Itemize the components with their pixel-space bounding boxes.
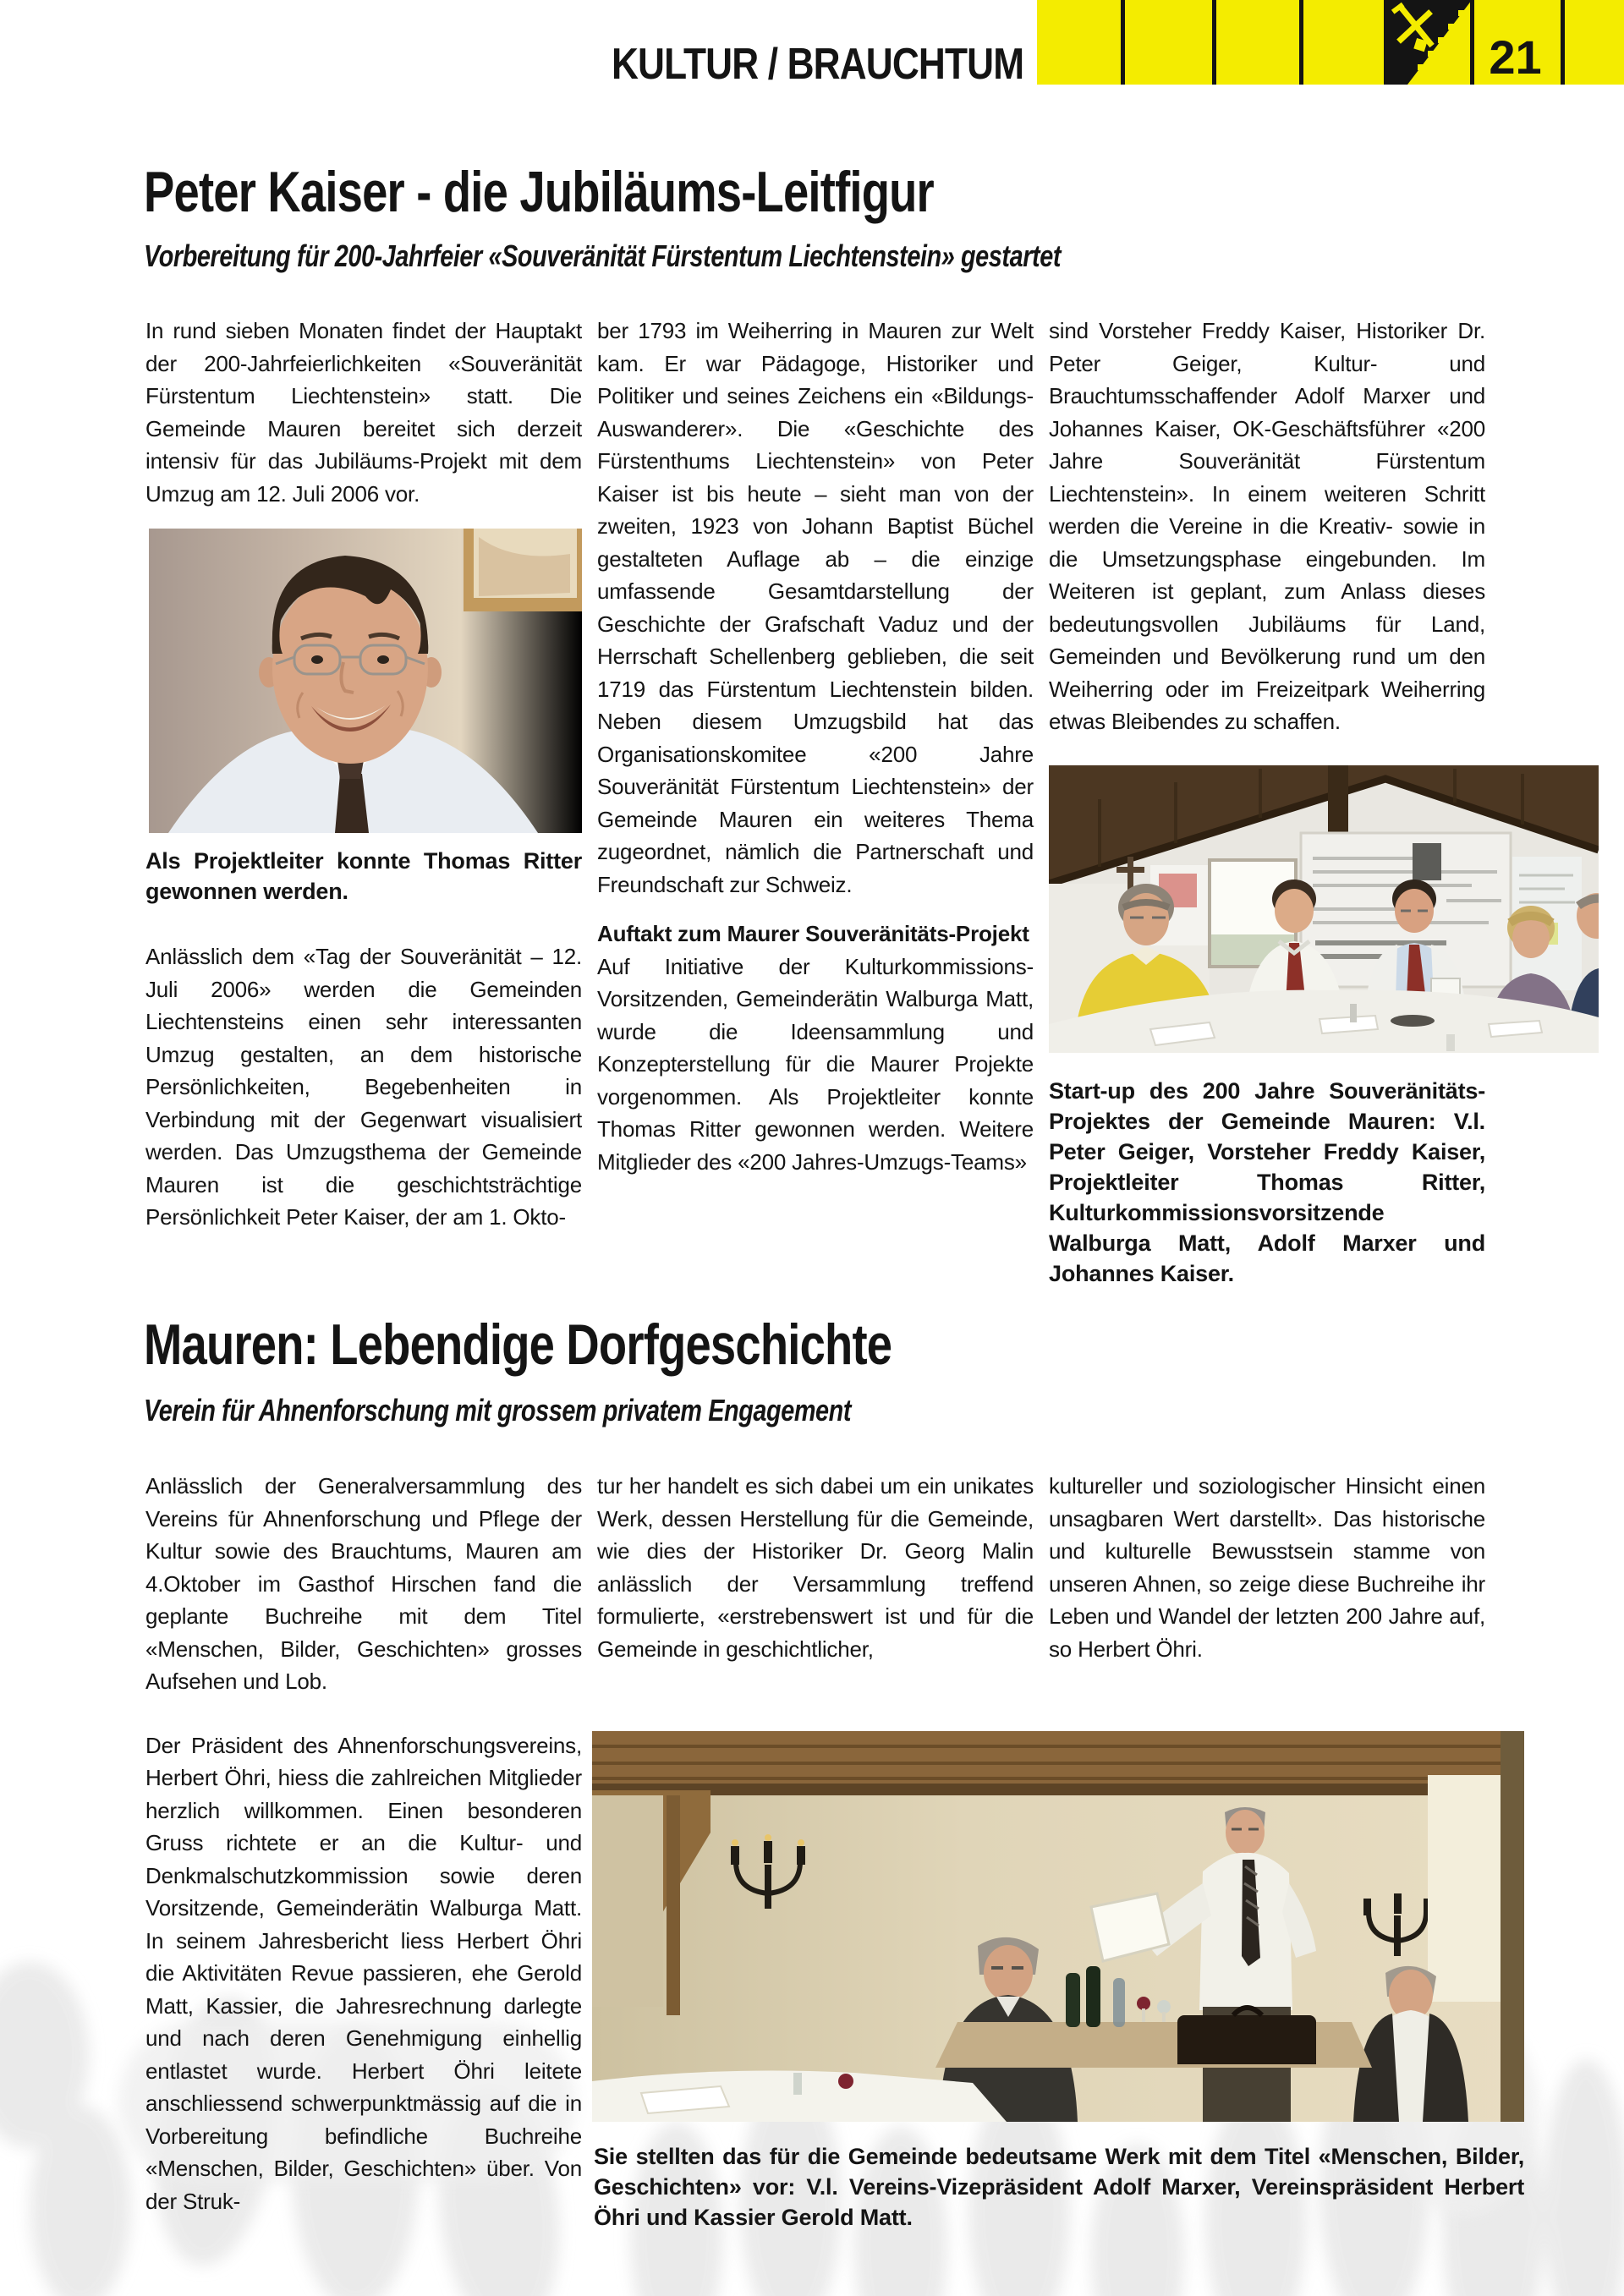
article1-col3-p1: sind Vorsteher Freddy Kaiser, Historiker Dr. Peter Geiger, Kultur- und Brauchtumsschaffender Adolf Marxer und Johannes Kaiser, OK-Geschäftsführer «200 Jahre Souveränität Fürstentum Liechtenstein». In einem weiteren Schritt werden die Vereine in die Kreativ- sowie in die Umsetzungsphase eingebunden. Im Weiteren ist geplant, zum Anlass dieses bedeutungsvollen Jubiläums für Land, Gemeinden und Bevölkerung rund um den Weiherring oder im Freizeitpark Weiherring etwas Bleibendes zu schaffen. xyxy=(1049,318,1485,734)
article2-column2 xyxy=(597,1470,1034,1665)
article1-column2 xyxy=(597,315,1034,1178)
banner-divider xyxy=(1121,0,1125,85)
portrait-photo-thomas-ritter xyxy=(149,529,582,833)
banner-divider xyxy=(1299,0,1303,85)
crossed-tools-emblem-icon xyxy=(1384,0,1472,85)
article2-title: Mauren: Lebendige Dorfgeschichte xyxy=(144,1312,892,1377)
section-header xyxy=(539,39,1023,90)
article2-column3 xyxy=(1049,1470,1485,1665)
article1-column3 xyxy=(1049,315,1485,1286)
section-header-label: KULTUR / BRAUCHTUM xyxy=(611,40,1023,89)
banner-divider xyxy=(1561,0,1565,85)
article1-headline xyxy=(144,160,1131,224)
article2-headline xyxy=(144,1312,1078,1377)
article1-col2-p2: Auf Initiative der Kulturkommissions-Vorsitzenden, Gemeinderätin Walburga Matt, wurde die Ideensammlung und Konzepterstellung für die Maurer Projekte vorgenommen. Als Projektleiter konnte Thomas Ritter gewonnen werden. Weitere Mitglieder des «200 Jahres-Umzugs-Teams» xyxy=(597,953,1034,1175)
article1-col1-p2: Anlässlich dem «Tag der Souveränität – 12. Juli 2006» werden die Gemeinden Liechtensteins einen sehr interessanten Umzug gestalten, an dem historische Persönlichkeiten, Begebenheiten in Verbindung mit der Gegenwart visualisiert werden. Das Umzugsthema der Gemeinde Mauren ist die geschichtsträchtige Persönlichkeit Peter Kaiser, der am 1. Okto- xyxy=(145,944,582,1230)
article2-col1-p1: Anlässlich der Generalversammlung des Vereins für Ahnenforschung und Pflege der Kultur sowie des Brauchtums, Mauren am 4.Oktober im Gasthof Hirschen fand die geplante Buchreihe mit dem Titel «Menschen, Bilder, Geschichten» grosses Aufsehen und Lob. xyxy=(145,1473,582,1694)
article1-subline xyxy=(144,239,1290,273)
article1-photo1-caption: Als Projektleiter konnte Thomas Ritter gewonnen werden. xyxy=(145,848,582,904)
article1-col2-subhead: Auftakt zum Maurer Souveränitäts-Projekt xyxy=(597,921,1029,946)
article2-subtitle: Verein für Ahnenforschung mit grossem privatem Engagement xyxy=(144,1393,852,1427)
article1-col1-lead: In rund sieben Monaten findet der Hauptakt der 200-Jahrfeierlichkeiten «Souveränität Fürstentum Liechtenstein» statt. Die Gemeinde Mauren bereitet sich derzeit intensiv für das Jubiläums-Projekt mit dem Umzug am 12. Juli 2006 vor. xyxy=(145,318,582,507)
article1-photo2-caption: Start-up des 200 Jahre Souveränitäts-Projektes der Gemeinde Mauren: V.l. Peter Geiger, Vorsteher Freddy Kaiser, Projektleiter Thomas Ritter, Kulturkommissionsvorsitzende Walburga Matt, Adolf Marxer und Johannes Kaiser. xyxy=(1049,1078,1485,1286)
article2-col2-p1: tur her handelt es sich dabei um ein unikates Werk, dessen Herstellung für die Gemeinde, wie dies der Historiker Dr. Georg Malin anlässlich der Versammlung treffend formulierte, «erstrebenswert ist und für die Gemeinde in geschichtlicher, xyxy=(597,1473,1034,1662)
article2-col3-p1: kultureller und soziologischer Hinsicht einen unsagbaren Wert darstellt». Das historische und kulturelle Bewusstsein stamme von unseren Ahnen, so zeige diese Buchreihe ihr Leben und Wandel der letzten 200 Jahre auf, so Herbert Öhri. xyxy=(1049,1473,1485,1662)
meeting-photo-project-team xyxy=(1049,765,1599,1053)
page-number: 21 xyxy=(1489,30,1542,84)
article2-column1 xyxy=(145,1470,582,2217)
article1-col2-p1: ber 1793 im Weiherring in Mauren zur Welt kam. Er war Pädagoge, Historiker und Politiker und seines Zeichens ein «Bildungs-Auswanderer». Die «Geschichte des Fürstenthums Liechtenstein» von Peter Kaiser ist bis heute – sieht man von der zweiten, 1923 von Johann Baptist Büchel gestalteten Auflage ab – die einzige umfassende Gesamtdarstellung der Geschichte der Grafschaft Vaduz und der Herrschaft Schellenberg geblieben, die seit 1719 das Fürstentum Liechtenstein bilden. Neben diesem Umzugsbild hat das Organisationskomitee «200 Jahre Souveränität Fürstentum Liechtenstein» der Gemeinde Mauren ein weiteres Thema zugeordnet, nämlich die Partnerschaft und Freundschaft zur Schweiz. xyxy=(597,318,1034,897)
article2-subline xyxy=(144,1394,1028,1427)
article1-subtitle: Vorbereitung für 200-Jahrfeier «Souveränität Fürstentum Liechtenstein» gestartet xyxy=(144,238,1062,273)
article2-col1-p2: Der Präsident des Ahnenforschungsvereins, Herbert Öhri, hiess die zahlreichen Mitglieder herzlich willkommen. Einen besonderen Gruss richtete er an die Kultur- und Denkmalschutzkommission sowie deren Vorsitzende, Gemeinderätin Walburga Matt. In seinem Jahresbericht liess Herbert Öhri die Aktivitäten Revue passieren, ehe Gerold Matt, Kassier, die Jahresrechnung darlegte und nach deren Genehmigung einhellig entlastet wurde. Herbert Öhri leitete anschliessend schwerpunktmässig auf die in Vorbereitung befindliche Buchreihe «Menschen, Bilder, Geschichten» über. Von der Struk- xyxy=(145,1732,582,2214)
yellow-banner xyxy=(1037,0,1624,85)
article1-title: Peter Kaiser - die Jubiläums-Leitfigur xyxy=(144,160,934,224)
article2-photo-caption: Sie stellten das für die Gemeinde bedeutsame Werk mit dem Titel «Menschen, Bilder, Geschichten» vor: V.l. Vereins-Vizepräsident Adolf Marxer, Vereinspräsident Herbert Öhri und Kassier Gerold Matt. xyxy=(594,2144,1524,2230)
article1-column1 xyxy=(145,315,582,1270)
assembly-photo-book-presentation xyxy=(592,1731,1524,2122)
banner-divider xyxy=(1212,0,1216,85)
